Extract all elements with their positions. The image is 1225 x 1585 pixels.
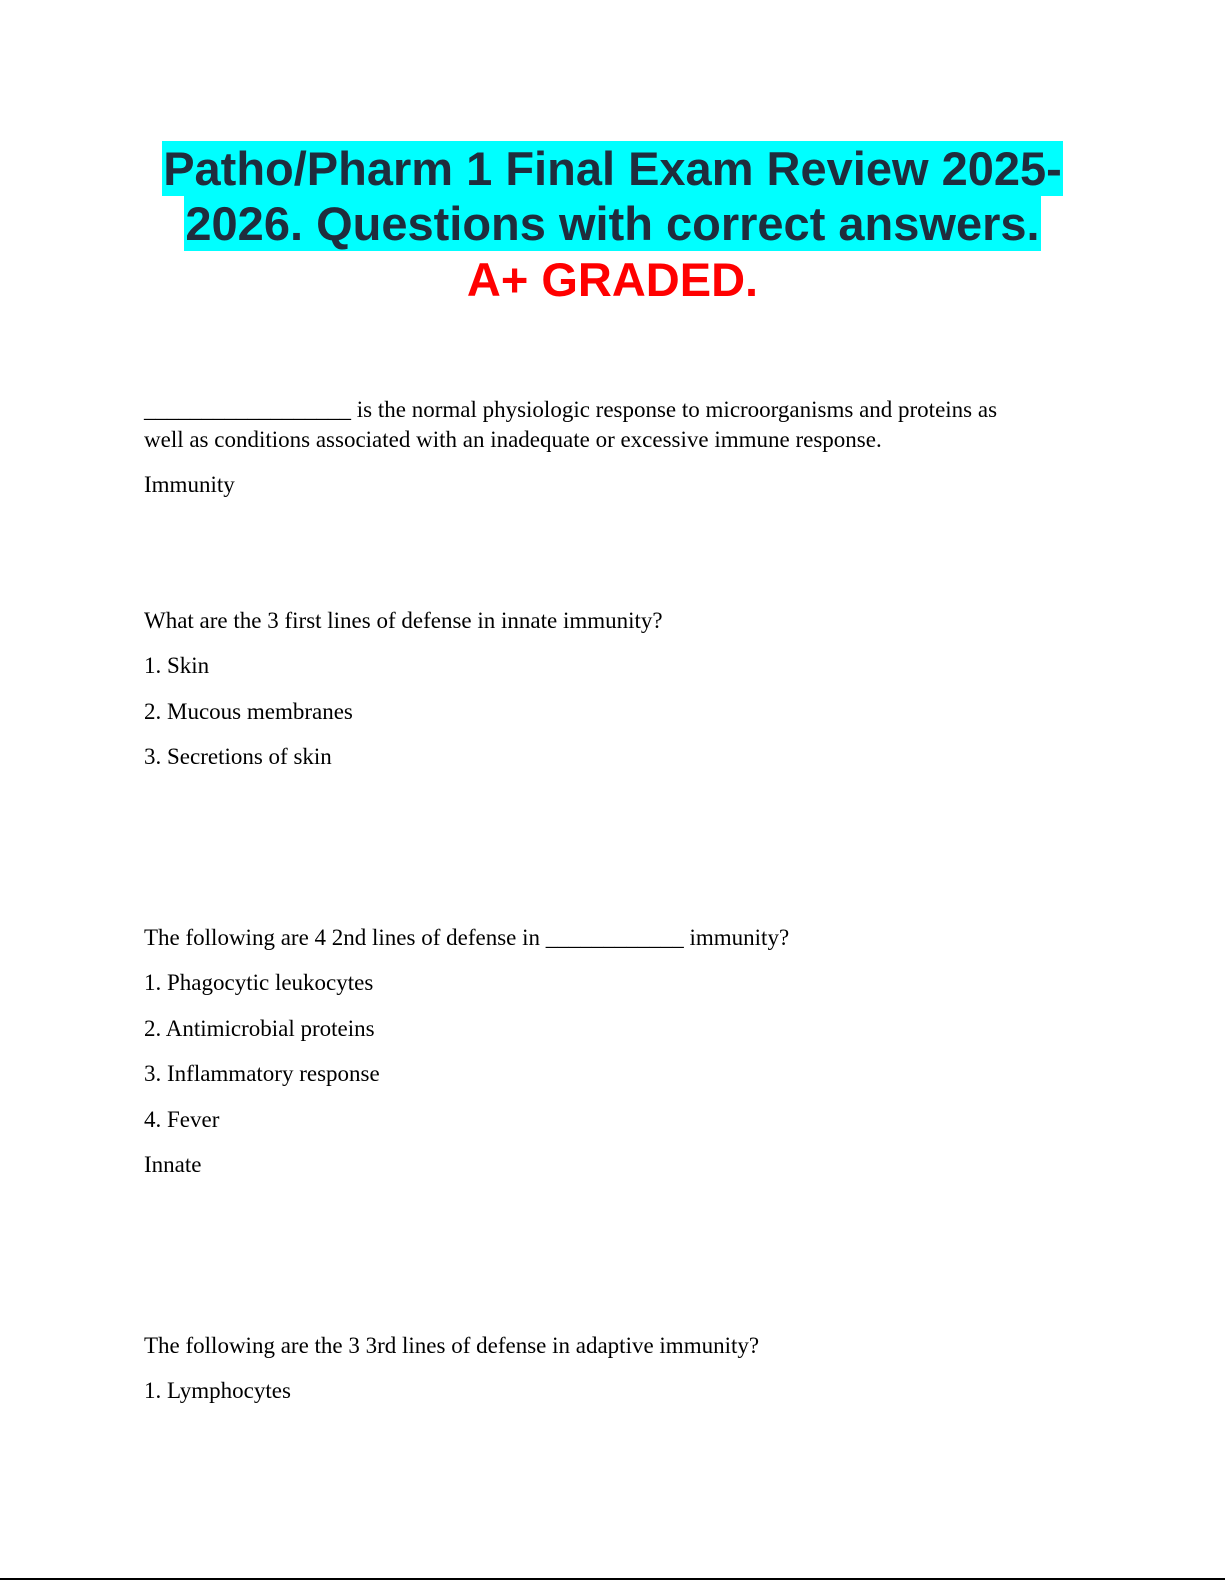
question-3-item: 3. Inflammatory response [144, 1061, 380, 1086]
title-line-2: 2026. Questions with correct answers. [185, 197, 1040, 250]
question-2-item: 1. Skin [144, 653, 210, 678]
question-4-text: The following are the 3 3rd lines of defense in adaptive immunity? [144, 1333, 760, 1358]
question-2-text: What are the 3 first lines of defense in innate immunity? [144, 608, 663, 633]
question-3-answer: Innate [144, 1152, 202, 1177]
title-line-1: Patho/Pharm 1 Final Exam Review 2025- [163, 142, 1062, 195]
question-1-text-line-2: well as conditions associated with an inadequate or excessive immune response. [144, 427, 882, 452]
question-3-text: The following are 4 2nd lines of defense in ____________ immunity? [144, 925, 790, 950]
question-3-item: 1. Phagocytic leukocytes [144, 970, 374, 995]
question-2-item: 3. Secretions of skin [144, 744, 332, 769]
page-title [0, 141, 1225, 251]
question-2-item: 2. Mucous membranes [144, 699, 353, 724]
question-4-item: 1. Lymphocytes [144, 1378, 291, 1403]
question-3-item: 2. Antimicrobial proteins [144, 1016, 375, 1041]
question-1-text-line-1: __________________ is the normal physiologic response to microorganisms and proteins as [144, 397, 998, 422]
question-1-answer: Immunity [144, 472, 235, 497]
question-3-item: 4. Fever [144, 1107, 220, 1132]
graded-label: A+ GRADED. [466, 253, 759, 306]
page-bottom-divider [0, 1578, 1225, 1580]
